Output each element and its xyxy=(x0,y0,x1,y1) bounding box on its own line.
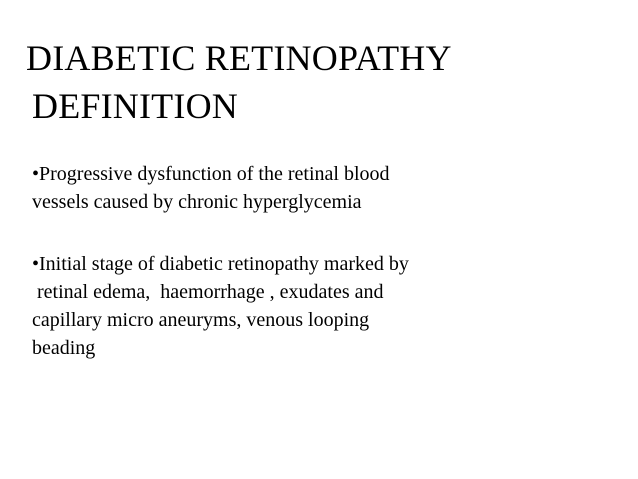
bullet-paragraph-1 xyxy=(32,160,592,216)
bullet-2-line-1 xyxy=(32,250,592,278)
bullet-1-line-1 xyxy=(32,160,592,188)
bullet-marker: • xyxy=(32,163,40,185)
bullet-2-line-2: retinal edema, haemorrhage , exudates and xyxy=(32,281,384,303)
title-line-1: DIABETIC RETINOPATHY xyxy=(26,38,452,78)
bullet-marker: • xyxy=(32,253,40,275)
bullet-2-text-line-1: Initial stage of diabetic retinopathy marked by xyxy=(39,253,409,275)
slide-body xyxy=(32,160,592,362)
bullet-1-line-2: vessels caused by chronic hyperglycemia xyxy=(32,191,362,213)
paragraph-spacer xyxy=(32,216,592,250)
bullet-2-line-4: beading xyxy=(32,337,96,359)
title-line-2: DEFINITION xyxy=(32,86,238,126)
bullet-paragraph-2 xyxy=(32,250,592,362)
slide-title xyxy=(26,34,606,130)
bullet-1-text-line-1: Progressive dysfunction of the retinal blood xyxy=(39,163,390,185)
bullet-2-line-3: capillary micro aneuryms, venous looping xyxy=(32,309,370,331)
